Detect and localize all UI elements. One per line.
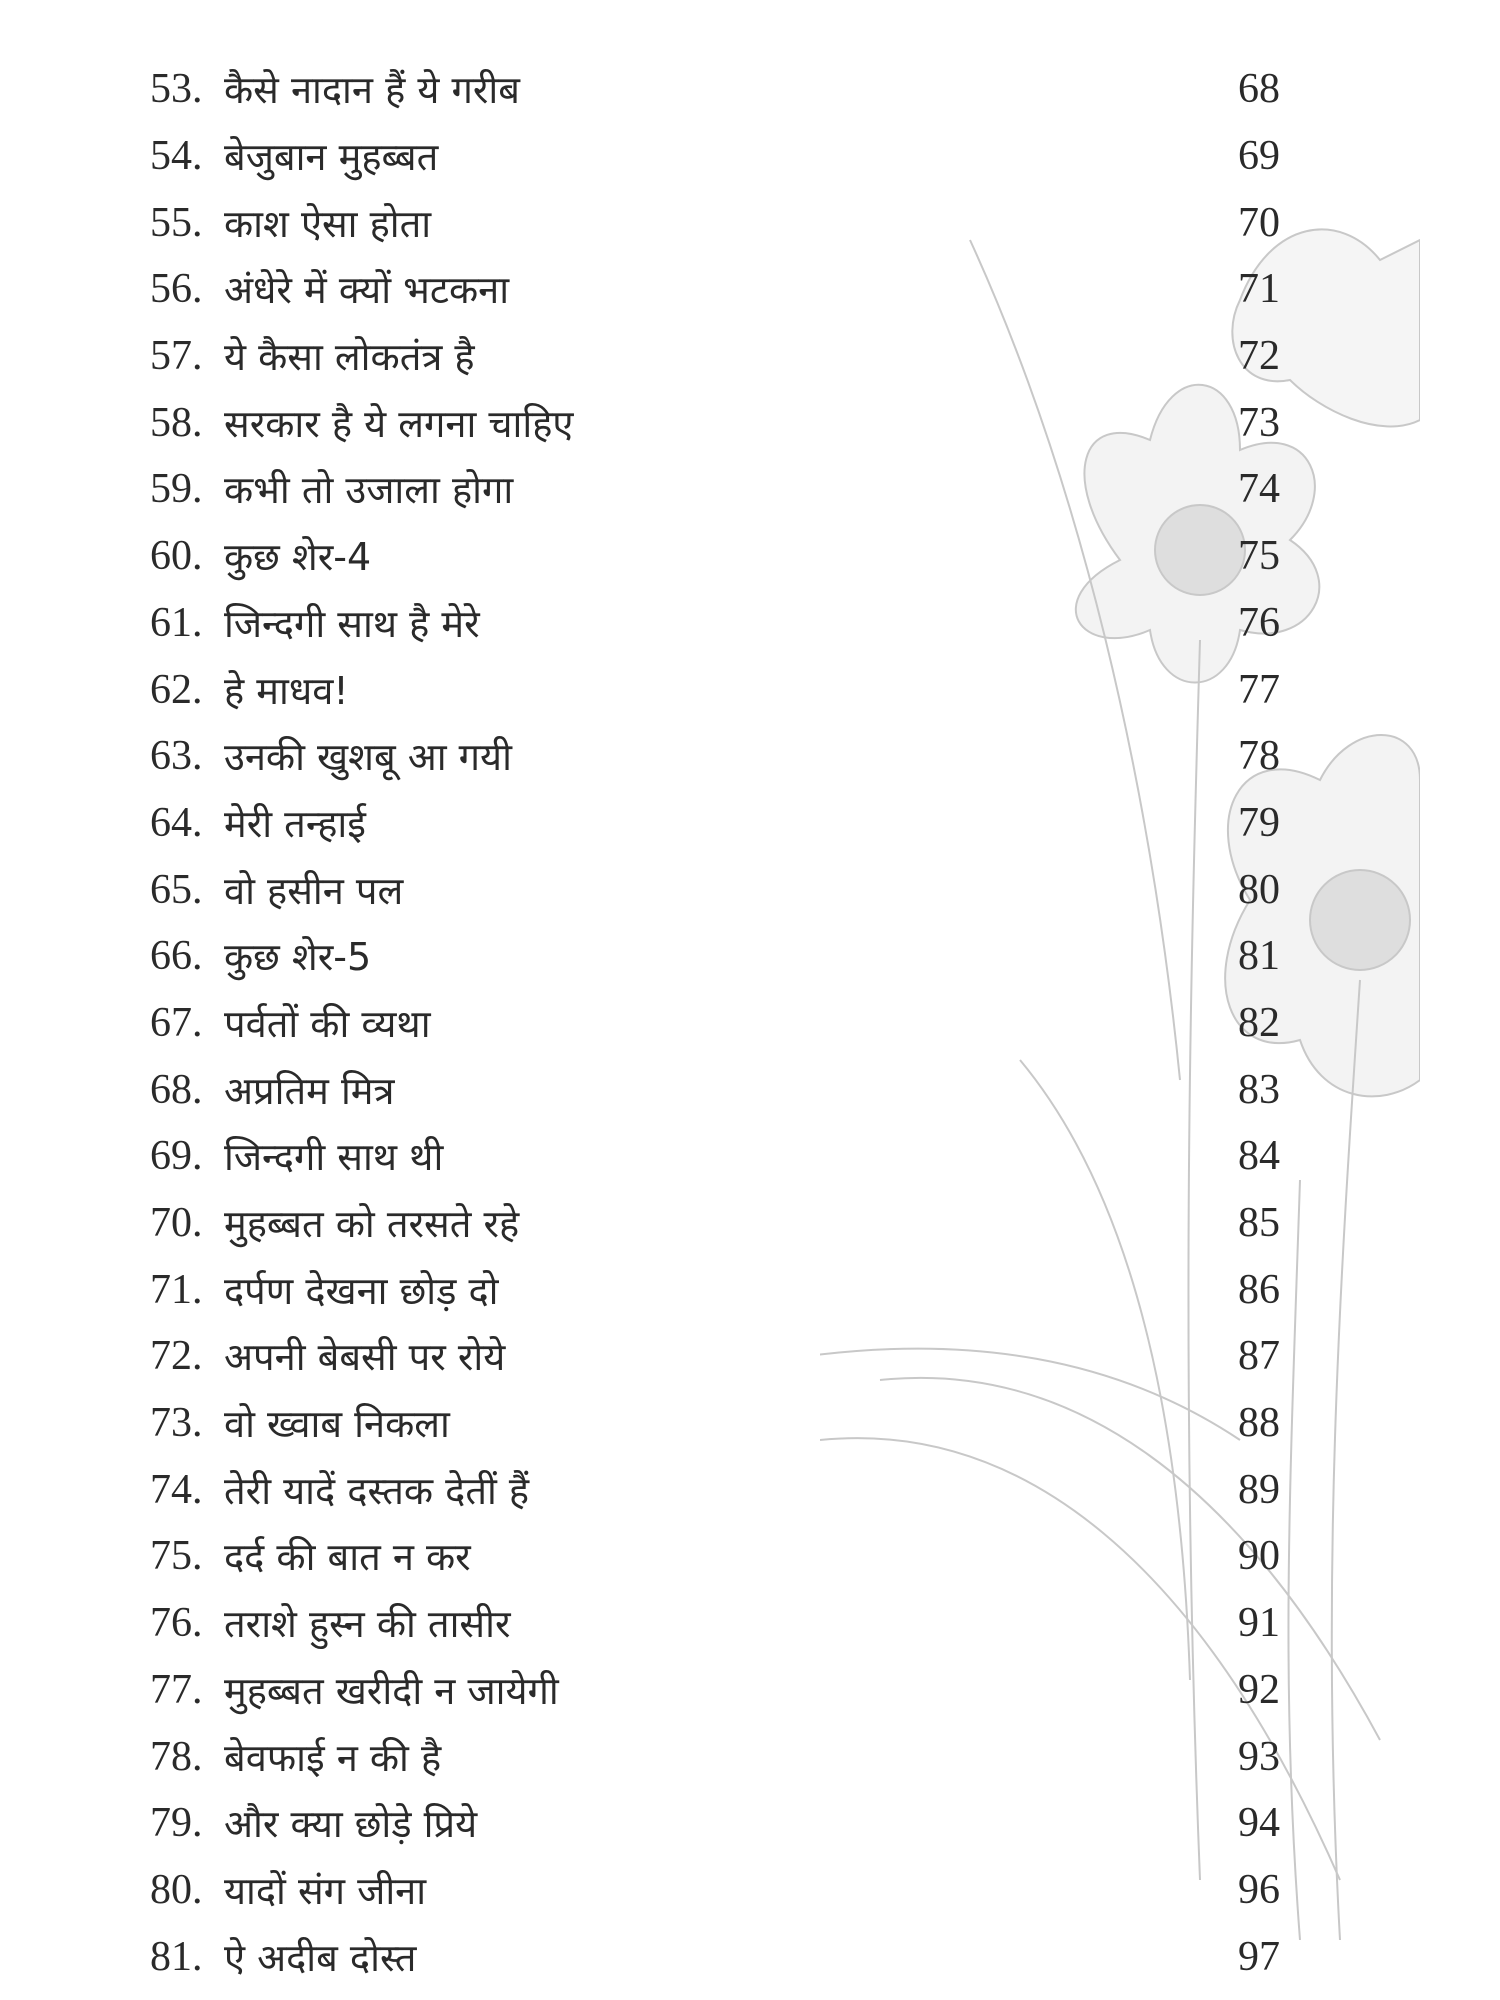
entry-number: 69.: [150, 1133, 203, 1180]
toc-entry: [150, 1456, 1280, 1523]
entry-number: 80.: [150, 1866, 203, 1913]
entry-number: 78.: [150, 1733, 203, 1780]
entry-title: तेरी यादें दस्तक देतीं हैं: [224, 1468, 530, 1513]
entry-title: ऐ अदीब दोस्त: [224, 1935, 417, 1980]
toc-entry: [150, 1790, 1280, 1857]
entry-title: अंधेरे में क्यों भटकना: [224, 268, 510, 313]
entry-number: 71.: [150, 1266, 203, 1313]
entry-page-number: 70: [1238, 199, 1280, 246]
entry-number: 81.: [150, 1933, 203, 1980]
toc-entry: [150, 656, 1280, 723]
entry-number: 66.: [150, 933, 203, 980]
entry-page-number: 96: [1238, 1866, 1280, 1913]
toc-entry: [150, 323, 1280, 390]
entry-number: 73.: [150, 1400, 203, 1447]
entry-title: अप्रतिम मित्र: [224, 1068, 395, 1113]
entry-page-number: 75: [1238, 533, 1280, 580]
entry-title: और क्या छोड़े प्रिये: [224, 1802, 478, 1847]
entry-title: वो हसीन पल: [224, 868, 404, 913]
entry-page-number: 85: [1238, 1200, 1280, 1247]
entry-title: कुछ शेर-5: [224, 935, 372, 980]
entry-page-number: 94: [1238, 1800, 1280, 1847]
entry-page-number: 88: [1238, 1400, 1280, 1447]
entry-page-number: 74: [1238, 466, 1280, 513]
toc-entry: [150, 1523, 1280, 1590]
toc-entry: [150, 1056, 1280, 1123]
entry-number: 76.: [150, 1600, 203, 1647]
entry-page-number: 69: [1238, 133, 1280, 180]
toc-entry: [150, 1190, 1280, 1257]
entry-page-number: 89: [1238, 1466, 1280, 1513]
entry-number: 64.: [150, 799, 203, 846]
toc-entry: [150, 1923, 1280, 1990]
entry-page-number: 79: [1238, 799, 1280, 846]
entry-title: जिन्दगी साथ है मेरे: [224, 601, 480, 646]
entry-number: 65.: [150, 866, 203, 913]
entry-page-number: 80: [1238, 866, 1280, 913]
entry-number: 70.: [150, 1200, 203, 1247]
entry-title: यादों संग जीना: [224, 1868, 427, 1913]
toc-entry: [150, 389, 1280, 456]
entry-page-number: 71: [1238, 266, 1280, 313]
entry-number: 60.: [150, 533, 203, 580]
entry-title: कुछ शेर-4: [224, 535, 372, 580]
entry-page-number: 68: [1238, 66, 1280, 113]
entry-number: 57.: [150, 333, 203, 380]
toc-entry: [150, 523, 1280, 590]
entry-title: हे माधव!: [224, 668, 349, 713]
entry-title: बेवफाई न की है: [224, 1735, 442, 1780]
entry-page-number: 86: [1238, 1266, 1280, 1313]
entry-page-number: 97: [1238, 1933, 1280, 1980]
entry-number: 55.: [150, 199, 203, 246]
entry-page-number: 77: [1238, 666, 1280, 713]
entry-title: ये कैसा लोकतंत्र है: [224, 335, 475, 380]
toc-entry: [150, 723, 1280, 790]
toc-entry: [150, 1657, 1280, 1724]
entry-page-number: 92: [1238, 1666, 1280, 1713]
entry-number: 63.: [150, 733, 203, 780]
entry-number: 59.: [150, 466, 203, 513]
toc-entry: [150, 590, 1280, 657]
entry-title: दर्पण देखना छोड़ दो: [224, 1268, 499, 1313]
entry-title: दर्द की बात न कर: [224, 1535, 471, 1580]
entry-number: 62.: [150, 666, 203, 713]
entry-title: मुहब्बत खरीदी न जायेगी: [224, 1668, 559, 1713]
entry-title: मुहब्बत को तरसते रहे: [224, 1202, 520, 1247]
table-of-contents: [150, 56, 1280, 1990]
entry-page-number: 91: [1238, 1600, 1280, 1647]
entry-number: 56.: [150, 266, 203, 313]
entry-title: उनकी खुशबू आ गयी: [224, 735, 512, 780]
toc-entry: [150, 1590, 1280, 1657]
toc-entry: [150, 1723, 1280, 1790]
entry-page-number: 83: [1238, 1066, 1280, 1113]
entry-number: 79.: [150, 1800, 203, 1847]
entry-title: तराशे हुस्न की तासीर: [224, 1602, 511, 1647]
toc-entry: [150, 1323, 1280, 1390]
toc-entry: [150, 189, 1280, 256]
toc-entry: [150, 1123, 1280, 1190]
entry-page-number: 78: [1238, 733, 1280, 780]
entry-page-number: 81: [1238, 933, 1280, 980]
toc-entry: [150, 123, 1280, 190]
entry-number: 77.: [150, 1666, 203, 1713]
toc-entry: [150, 1857, 1280, 1924]
entry-page-number: 72: [1238, 333, 1280, 380]
entry-title: अपनी बेबसी पर रोये: [224, 1335, 506, 1380]
toc-entry: [150, 856, 1280, 923]
entry-title: जिन्दगी साथ थी: [224, 1135, 444, 1180]
entry-number: 61.: [150, 599, 203, 646]
toc-entry: [150, 456, 1280, 523]
entry-number: 54.: [150, 133, 203, 180]
entry-page-number: 93: [1238, 1733, 1280, 1780]
entry-title: मेरी तन्हाई: [224, 801, 366, 846]
entry-number: 53.: [150, 66, 203, 113]
toc-entry: [150, 990, 1280, 1057]
entry-title: सरकार है ये लगना चाहिए: [224, 401, 574, 446]
entry-number: 67.: [150, 999, 203, 1046]
entry-title: वो ख्वाब निकला: [224, 1402, 450, 1447]
entry-number: 72.: [150, 1333, 203, 1380]
entry-title: कभी तो उजाला होगा: [224, 468, 514, 513]
entry-page-number: 76: [1238, 599, 1280, 646]
entry-page-number: 73: [1238, 399, 1280, 446]
toc-entry: [150, 923, 1280, 990]
entry-title: कैसे नादान हैं ये गरीब: [224, 68, 520, 113]
toc-entry: [150, 56, 1280, 123]
toc-entry: [150, 1390, 1280, 1457]
entry-number: 75.: [150, 1533, 203, 1580]
entry-number: 74.: [150, 1466, 203, 1513]
entry-number: 58.: [150, 399, 203, 446]
entry-page-number: 82: [1238, 999, 1280, 1046]
entry-page-number: 87: [1238, 1333, 1280, 1380]
entry-page-number: 90: [1238, 1533, 1280, 1580]
toc-entry: [150, 790, 1280, 857]
toc-entry: [150, 1256, 1280, 1323]
toc-entry: [150, 256, 1280, 323]
entry-title: बेजुबान मुहब्बत: [224, 135, 439, 180]
entry-title: काश ऐसा होता: [224, 201, 432, 246]
entry-page-number: 84: [1238, 1133, 1280, 1180]
entry-title: पर्वतों की व्यथा: [224, 1001, 431, 1046]
entry-number: 68.: [150, 1066, 203, 1113]
